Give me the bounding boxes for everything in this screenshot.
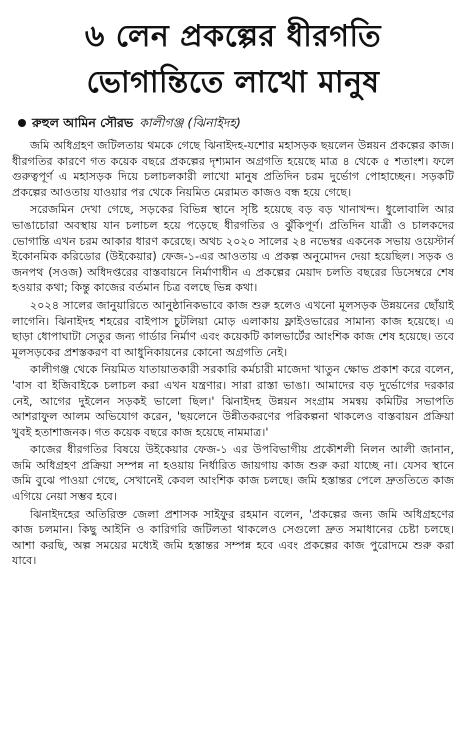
- paragraph: জমি অধিগ্রহণ জটিলতায় থমকে গেছে ঝিনাইদহ-যশোর মহাসড়ক ছয়লেন উন্নয়ন প্রকল্পের কাজ। ধীরগতির কারণে গত কয়েক বছরে প্রকল্পের দৃশ্যমান অগ্রগতি হয়েছে মাত্র ৪ থেকে ৫ শতাংশ। ফলে গুরুত্বপূর্ণ এ মহাসড়ক দিয়ে চলাচলকারী লাখো মানুষ প্রতিদিন চরম দুর্ভোগ পোহাচ্ছেন। সড়কটি প্রকল্পের আওতায় যাওয়ার পর থেকে নিয়মিত মেরামত কাজও বন্ধ হয়ে গেছে।: [12, 139, 454, 199]
- bullet-icon: [18, 119, 26, 127]
- paragraph: কালীগঞ্জ থেকে নিয়মিত যাতায়াতকারী সরকারি কর্মচারী মাজেদা খাতুন ক্ষোভ প্রকাশ করে বলেন, 'বাস বা ইজিবাইকে চলাচল করা এখন যন্ত্রণার। সারা রাস্তা ভাঙা। আমাদের বড় দুর্ভোগের দরকার নেই, আগের দুইলেন সড়কই ভালো ছিল।' ঝিনাইদহ উন্নয়ন সংগ্রাম সমন্বয় কমিটির সভাপতি আশরাফুল আলম অভিযোগ করেন, 'ছয়লেনে উন্নীতকরণের পরিকল্পনা থাকলেও বাস্তবায়ন প্রক্রিয়া খুবই হতাশাজনক। গত কয়েক বছরে কাজ হয়েছে নামমাত্র।': [12, 363, 454, 439]
- headline-line-2: ভোগান্তিতে লাখো মানুষ: [86, 65, 380, 100]
- headline-line-1: ৬ লেন প্রকল্পের ধীরগতি: [84, 19, 382, 54]
- paragraph: ২০২৪ সালের জানুয়ারিতে আনুষ্ঠানিকভাবে কাজ শুরু হলেও এখনো মূলসড়ক উন্নয়নের ছোঁয়াই লাগেনি। ঝিনাইদহ শহরের বাইপাস চুটলিয়া মোড় এলাকায় ফ্লাইওভারের সামান্য কাজ হয়েছে। এ ছাড়া ধোপাঘাটা সেতুর জন্য গার্ডার নির্মাণ এবং কয়েকটি কালভার্টের আংশিক কাজ শেষ হয়েছে। তবে মূলসড়কের প্রশস্তকরণ বা আধুনিকায়নের কোনো অগ্রগতি নেই।: [12, 298, 454, 359]
- paragraph: কাজের ধীরগতির বিষয়ে উইকেয়ার ফেজ-১ এর উপবিভাগীয় প্রকৌশলী নিলন আলী জানান, জমি অধিগ্রহণ প্রক্রিয়া সম্পন্ন না হওয়ায় নির্ধারিত জায়গায় কাজ শুরু করা যাচ্ছে না। যেসব স্থানে জমি বুঝে পাওয়া গেছে, সেখানেই কেবল আংশিক কাজ চলছে। জমি হস্তান্তর পেলে দ্রুততিতে কাজ এগিয়ে নেয়া সম্ভব হবে।: [12, 443, 454, 504]
- paragraph: সরেজমিন দেখা গেছে, সড়কের বিভিন্ন স্থানে সৃষ্টি হয়েছে বড় বড় খানাখন্দ। ধুলোবালি আর ভাঙাচোরা অবস্থায় যান চলাচল হয়ে পড়েছে ধীরগতির ও ঝুঁকিপূর্ণ। প্রতিদিন যাত্রী ও চালকদের ভোগান্তি এখন চরম আকার ধারণ করেছে। অথচ ২০২০ সালের ২৪ নভেম্বর একনেক সভায় ওয়েস্টার্ন ইকোনমিক করিডোর (উইকেয়ার) ফেজ-১-এর আওতায় এ প্রকল্প অনুমোদন দেয়া হয়েছিল। সড়ক ও জনপথ (সওজ) অধিদপ্তরের বাস্তবায়নে নির্মাণাধীন এ প্রকল্পের মেয়াদ চলতি বছরের ডিসেম্বরে শেষ হওয়ার কথা; কিন্তু কাজের বর্তমান চিত্র বলছে ভিন্ন কথা।: [12, 203, 454, 295]
- author-name: রুহুল আমিন সৌরভ: [32, 115, 134, 130]
- dateline-location: কালীগঞ্জ (ঝিনাইদহ): [139, 115, 241, 130]
- paragraph: ঝিনাইদহের অতিরিক্ত জেলা প্রশাসক সাইফুর রহমান বলেন, 'প্রকল্পের জন্য জমি অধিগ্রহণের কাজ চলমান। কিছু আইনি ও কারিগরি জটিলতা থাকলেও সেগুলো দ্রুত সমাধানের চেষ্টা চলছে। আশা করছি, অল্প সময়ের মধ্যেই জমি হস্তান্তর সম্পন্ন হবে এবং প্রকল্পের কাজ পুরোদমে শুরু করা যাবে।: [12, 507, 454, 568]
- article-body: [12, 138, 454, 569]
- headline: [12, 0, 454, 106]
- byline: [18, 114, 454, 132]
